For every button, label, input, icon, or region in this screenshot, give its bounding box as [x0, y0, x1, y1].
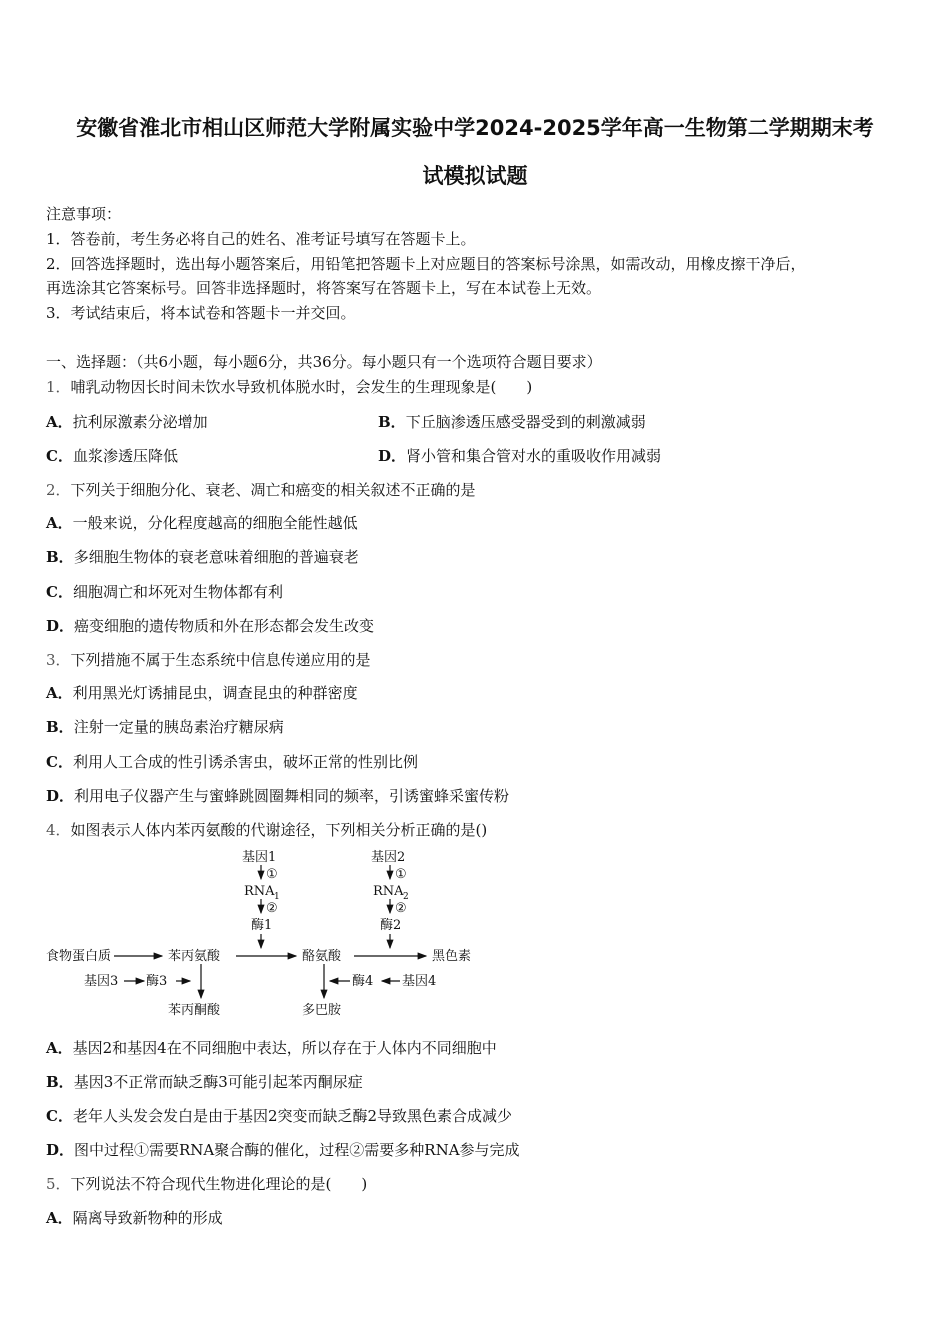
option-a: A．利用黑光灯诱捕昆虫，调查昆虫的种群密度 [46, 684, 358, 702]
rna2-subscript: 2 [403, 892, 409, 902]
phenylalanine-label: 苯丙氨酸 [168, 949, 221, 964]
option-d: D．癌变细胞的遗传物质和外在形态都会发生改变 [46, 617, 375, 635]
notice-item: 2．回答选择题时，选出每小题答案后，用铅笔把答题卡上对应题目的答案标号涂黑，如需改动，用橡皮擦干净后， [46, 255, 806, 273]
metabolism-diagram [44, 846, 494, 1022]
option-b: B．基因3不正常而缺乏酶3可能引起苯丙酮尿症 [46, 1073, 363, 1091]
question-number: 4． [46, 821, 71, 839]
dopamine-label: 多巴胺 [302, 1003, 342, 1018]
option-d: D．利用电子仪器产生与蜜蜂跳圆圈舞相同的频率，引诱蜜蜂采蜜传粉 [46, 787, 510, 805]
page-title: 安徽省淮北市相山区师范大学附属实验中学2024-2025学年高一生物第二学期期末考 [76, 116, 874, 140]
option-a: A．隔离导致新物种的形成 [46, 1209, 223, 1227]
gene2-label: 基因2 [371, 850, 406, 865]
option-d: D．肾小管和集合管对水的重吸收作用减弱 [378, 447, 662, 465]
option-c: C．细胞凋亡和坏死对生物体都有利 [46, 583, 283, 601]
option-c: C．血浆渗透压降低 [46, 447, 178, 465]
rna2-label: RNA [373, 884, 404, 899]
question-text: 下列措施不属于生态系统中信息传递应用的是 [70, 651, 371, 669]
page-title-line2: 试模拟试题 [422, 164, 528, 188]
question-1 [46, 376, 532, 397]
question-text: 下列说法不符合现代生物进化理论的是( ) [70, 1175, 368, 1193]
option-b: B．注射一定量的胰岛素治疗糖尿病 [46, 718, 284, 736]
option-a: A．一般来说，分化程度越高的细胞全能性越低 [46, 514, 358, 532]
option-d: D．图中过程①需要RNA聚合酶的催化，过程②需要多种RNA参与完成 [46, 1141, 520, 1159]
question-number: 1． [46, 378, 71, 396]
notice-item: 1．答卷前，考生务必将自己的姓名、准考证号填写在答题卡上。 [46, 230, 476, 248]
notice-item: 3．考试结束后，将本试卷和答题卡一并交回。 [46, 304, 356, 322]
question-3 [46, 649, 371, 670]
notice-heading: 注意事项： [46, 205, 122, 223]
option-c: C．利用人工合成的性引诱杀害虫，破坏正常的性别比例 [46, 753, 418, 771]
question-number: 3． [46, 651, 71, 669]
question-4 [46, 819, 487, 840]
question-number: 2． [46, 481, 71, 499]
option-b: B．多细胞生物体的衰老意味着细胞的普遍衰老 [46, 548, 359, 566]
rna1-subscript: 1 [274, 892, 280, 902]
gene4-label: 基因4 [402, 974, 437, 989]
gene1-label: 基因1 [242, 850, 277, 865]
option-b: B．下丘脑渗透压感受器受到的刺激减弱 [378, 413, 646, 431]
step1-label: ① [395, 867, 407, 882]
step1-label: ① [266, 867, 278, 882]
step2-label: ② [395, 901, 407, 916]
question-text: 如图表示人体内苯丙氨酸的代谢途径，下列相关分析正确的是() [70, 821, 488, 839]
enzyme1-label: 酶1 [251, 918, 273, 933]
melanin-label: 黑色素 [432, 949, 472, 964]
food-protein-label: 食物蛋白质 [46, 949, 112, 964]
notice-item: 再选涂其它答案标号。回答非选择题时，将答案写在答题卡上，写在本试卷上无效。 [46, 279, 602, 297]
rna1-label: RNA [244, 884, 275, 899]
enzyme3-label: 酶3 [146, 974, 168, 989]
option-a: A．抗利尿激素分泌增加 [46, 413, 208, 431]
question-text: 哺乳动物因长时间未饮水导致机体脱水时，会发生的生理现象是( ) [70, 378, 533, 396]
question-text: 下列关于细胞分化、衰老、凋亡和癌变的相关叙述不正确的是 [70, 481, 476, 499]
gene3-label: 基因3 [84, 974, 119, 989]
question-2 [46, 479, 476, 500]
enzyme2-label: 酶2 [380, 918, 402, 933]
phenylpyruvate-label: 苯丙酮酸 [168, 1003, 221, 1018]
enzyme4-label: 酶4 [352, 974, 374, 989]
section-heading: 一、选择题：（共6小题，每小题6分，共36分。每小题只有一个选项符合题目要求） [46, 353, 602, 371]
question-5 [46, 1173, 367, 1194]
step2-label: ② [266, 901, 278, 916]
tyrosine-label: 酪氨酸 [302, 949, 342, 964]
option-c: C．老年人头发会发白是由于基因2突变而缺乏酶2导致黑色素合成减少 [46, 1107, 513, 1125]
option-a: A．基因2和基因4在不同细胞中表达，所以存在于人体内不同细胞中 [46, 1039, 497, 1057]
question-number: 5． [46, 1175, 71, 1193]
